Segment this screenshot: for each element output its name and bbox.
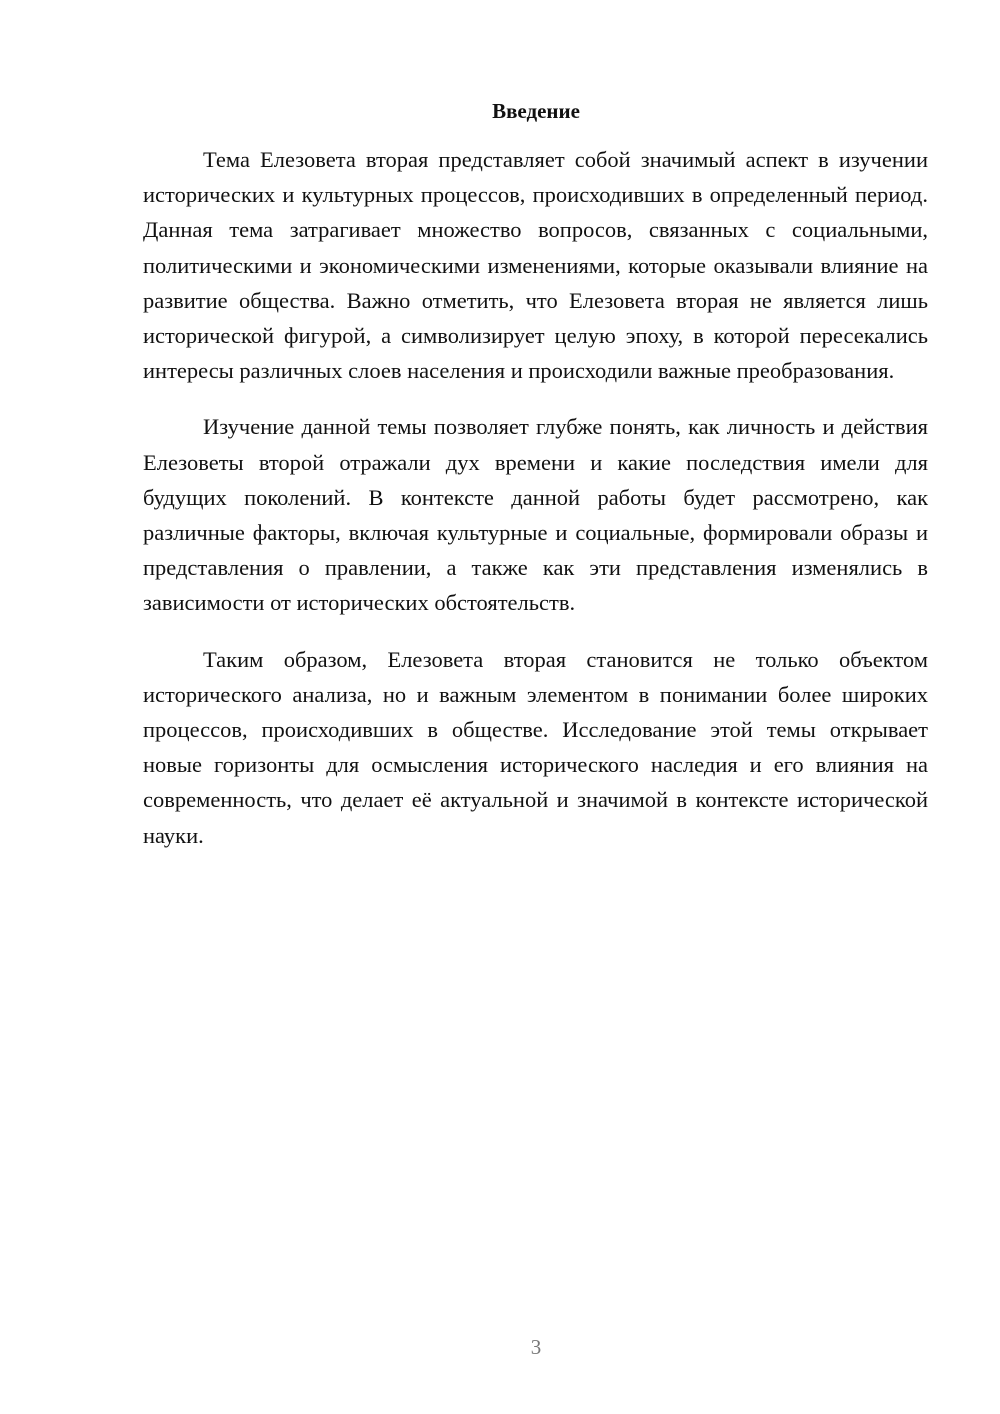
paragraph-3: Таким образом, Елезовета вторая становится не только объектом исторического анализа, но и важным элементом в понимании более широких процессов, происходивших в обществе. Исследование этой темы открывает новые горизонты для осмысления исторического наследия и его влияния на современность, что делает её актуальной и значимой в контексте исторической науки. (143, 646, 928, 848)
paragraph-2: Изучение данной темы позволяет глубже понять, как личность и действия Елезоветы второй отражали дух времени и какие последствия имели для будущих поколений. В контексте данной работы будет рассмотрено, как различные факторы, включая культурные и социальные, формировали образы и представления о правлении, а также как эти представления изменялись в зависимости от исторических обстоятельств. (143, 414, 928, 616)
paragraph-1: Тема Елезовета вторая представляет собой значимый аспект в изучении исторических и культурных процессов, происходивших в определенный период. Данная тема затрагивает множество вопросов, связанных с социальными, политическими и экономическими изменениями, которые оказывали влияние на развитие общества. Важно отметить, что Елезовета вторая не является лишь исторической фигурой, а символизирует целую эпоху, в которой пересекались интересы различных слоев населения и происходили важные преобразования. (143, 147, 928, 384)
section-heading: Введение (492, 99, 580, 123)
document-body (143, 142, 928, 874)
page-number: 3 (530, 1335, 542, 1359)
